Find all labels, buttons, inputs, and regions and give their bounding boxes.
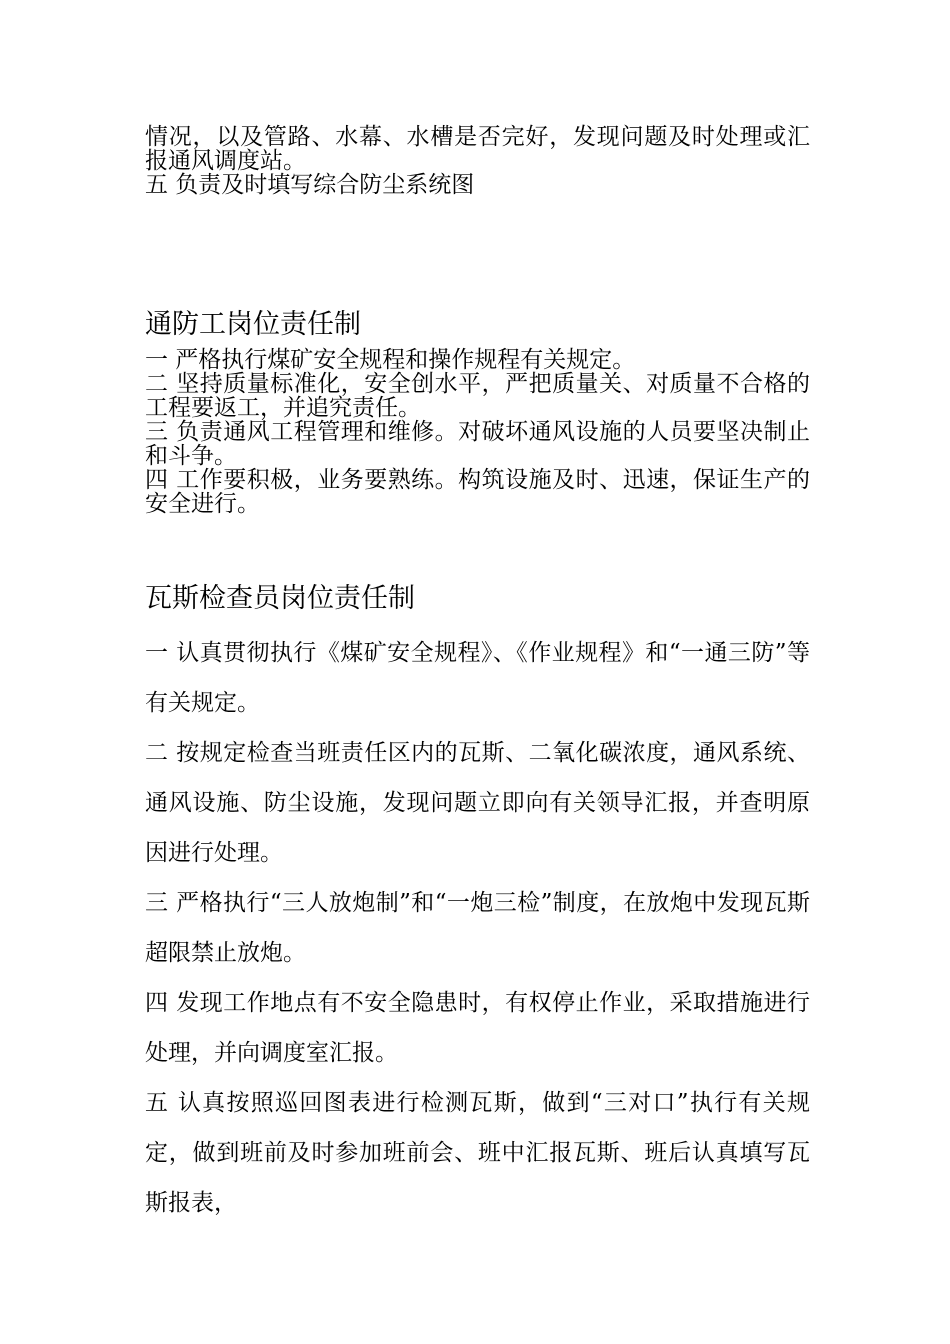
list-item: 四 发现工作地点有不安全隐患时，有权停止作业，采取措施进行处理，并向调度室汇报。 [145, 990, 810, 1066]
list-item: 三 严格执行“三人放炮制”和“一炮三检”制度，在放炮中发现瓦斯超限禁止放炮。 [145, 890, 810, 966]
paragraph: 五 负责及时填写综合防尘系统图 [145, 172, 475, 198]
list-item: 五 认真按照巡回图表进行检测瓦斯，做到“三对口”执行有关规定，做到班前及时参加班前会、班中汇报瓦斯、班后认真填写瓦斯报表， [145, 1090, 810, 1216]
list-item: 二 按规定检查当班责任区内的瓦斯、二氧化碳浓度，通风系统、通风设施、防尘设施，发现问题立即向有关领导汇报，并查明原因进行处理。 [145, 740, 810, 866]
list-item: 三 负责通风工程管理和维修。对破坏通风设施的人员要坚决制止和斗争。 [145, 419, 810, 469]
section-body [145, 628, 810, 1228]
section-tongfang [145, 308, 810, 516]
section-title: 通防工岗位责任制 [145, 309, 361, 340]
section-wasi [145, 582, 810, 1228]
list-item: 二 坚持质量标准化，安全创水平，严把质量关、对质量不合格的工程要返工，并追究责任。 [145, 371, 810, 421]
top-section [145, 125, 810, 197]
list-item: 四 工作要积极，业务要熟练。构筑设施及时、迅速，保证生产的安全进行。 [145, 467, 810, 517]
paragraph: 情况，以及管路、水幕、水槽是否完好，发现问题及时处理或汇报通风调度站。 [145, 124, 810, 174]
section-title: 瓦斯检查员岗位责任制 [145, 583, 415, 614]
list-item: 一 认真贯彻执行《煤矿安全规程》、《作业规程》和“一通三防”等有关规定。 [145, 640, 810, 716]
list-item: 一 严格执行煤矿安全规程和操作规程有关规定。 [145, 347, 636, 373]
